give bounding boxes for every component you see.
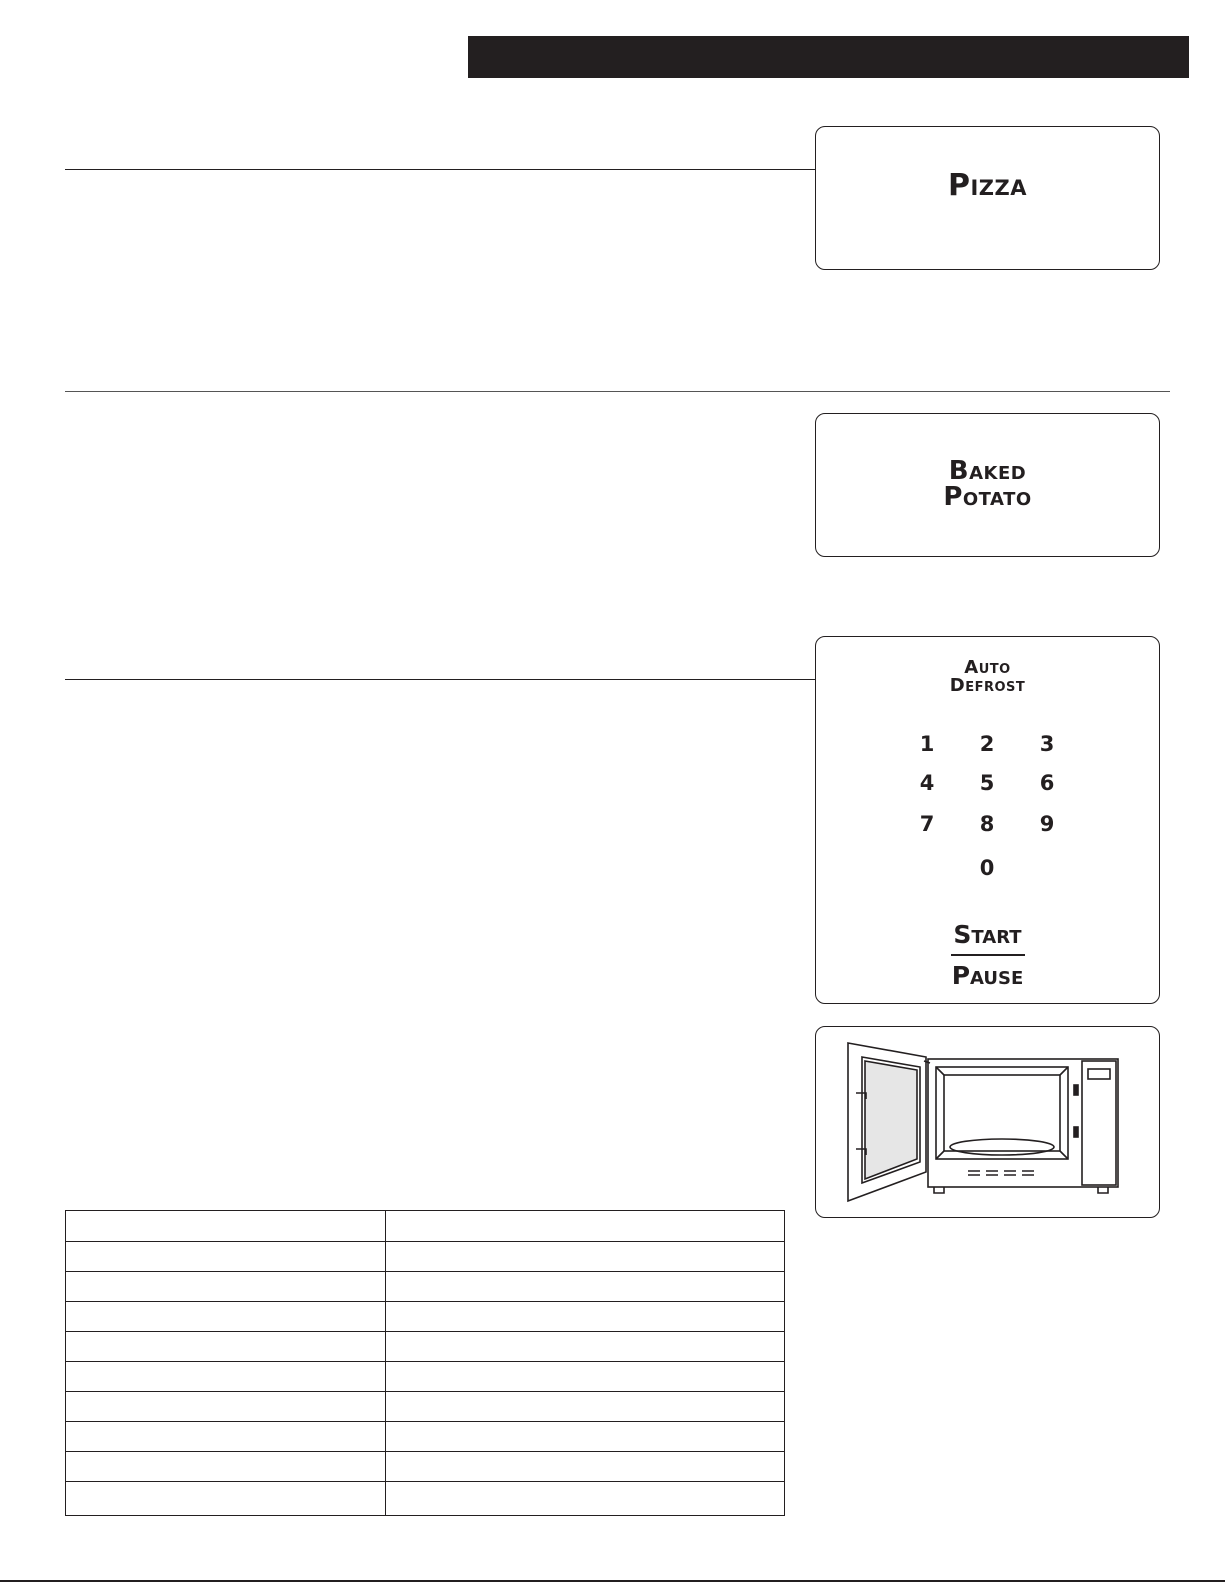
section-rule-defrost bbox=[65, 679, 815, 680]
microwave-open-door-icon bbox=[816, 1027, 1158, 1216]
start-pause-divider bbox=[951, 954, 1025, 956]
auto-defrost-label-line2: Defrost bbox=[949, 675, 1026, 696]
key-8[interactable]: 8 bbox=[979, 812, 995, 836]
table-column-divider bbox=[385, 1211, 386, 1515]
header-bar bbox=[468, 36, 1189, 78]
section-rule-pizza bbox=[65, 169, 815, 170]
microwave-illustration-panel bbox=[815, 1026, 1160, 1218]
key-4[interactable]: 4 bbox=[919, 771, 935, 795]
start-pause-button[interactable] bbox=[816, 920, 1159, 990]
key-2[interactable]: 2 bbox=[979, 732, 995, 756]
key-0[interactable]: 0 bbox=[979, 856, 995, 880]
baked-potato-button-panel bbox=[815, 413, 1160, 557]
key-3[interactable]: 3 bbox=[1039, 732, 1055, 756]
baked-potato-label-line1: Baked bbox=[948, 456, 1027, 486]
pizza-button-panel bbox=[815, 126, 1160, 270]
footer-rule bbox=[0, 1580, 1225, 1582]
key-7[interactable]: 7 bbox=[919, 812, 935, 836]
cooking-table bbox=[65, 1210, 785, 1516]
key-6[interactable]: 6 bbox=[1039, 771, 1055, 795]
baked-potato-button[interactable] bbox=[816, 458, 1159, 510]
pause-label: Pause bbox=[951, 961, 1024, 990]
section-divider bbox=[65, 391, 1170, 392]
table-row bbox=[66, 1271, 784, 1272]
table-row bbox=[66, 1361, 784, 1362]
auto-defrost-label-line1: Auto bbox=[964, 657, 1011, 678]
pizza-label: Pizza bbox=[947, 168, 1027, 203]
pizza-button[interactable] bbox=[816, 168, 1159, 203]
key-1[interactable]: 1 bbox=[919, 732, 935, 756]
table-row bbox=[66, 1331, 784, 1332]
key-5[interactable]: 5 bbox=[979, 771, 995, 795]
table-row bbox=[66, 1481, 784, 1482]
baked-potato-label-line2: Potato bbox=[943, 482, 1032, 512]
auto-defrost-button[interactable] bbox=[816, 659, 1159, 695]
table-row bbox=[66, 1391, 784, 1392]
auto-defrost-keypad-panel bbox=[815, 636, 1160, 1004]
table-row bbox=[66, 1451, 784, 1452]
start-label: Start bbox=[953, 920, 1022, 949]
table-row bbox=[66, 1241, 784, 1242]
table-row bbox=[66, 1301, 784, 1302]
key-9[interactable]: 9 bbox=[1039, 812, 1055, 836]
table-row bbox=[66, 1421, 784, 1422]
